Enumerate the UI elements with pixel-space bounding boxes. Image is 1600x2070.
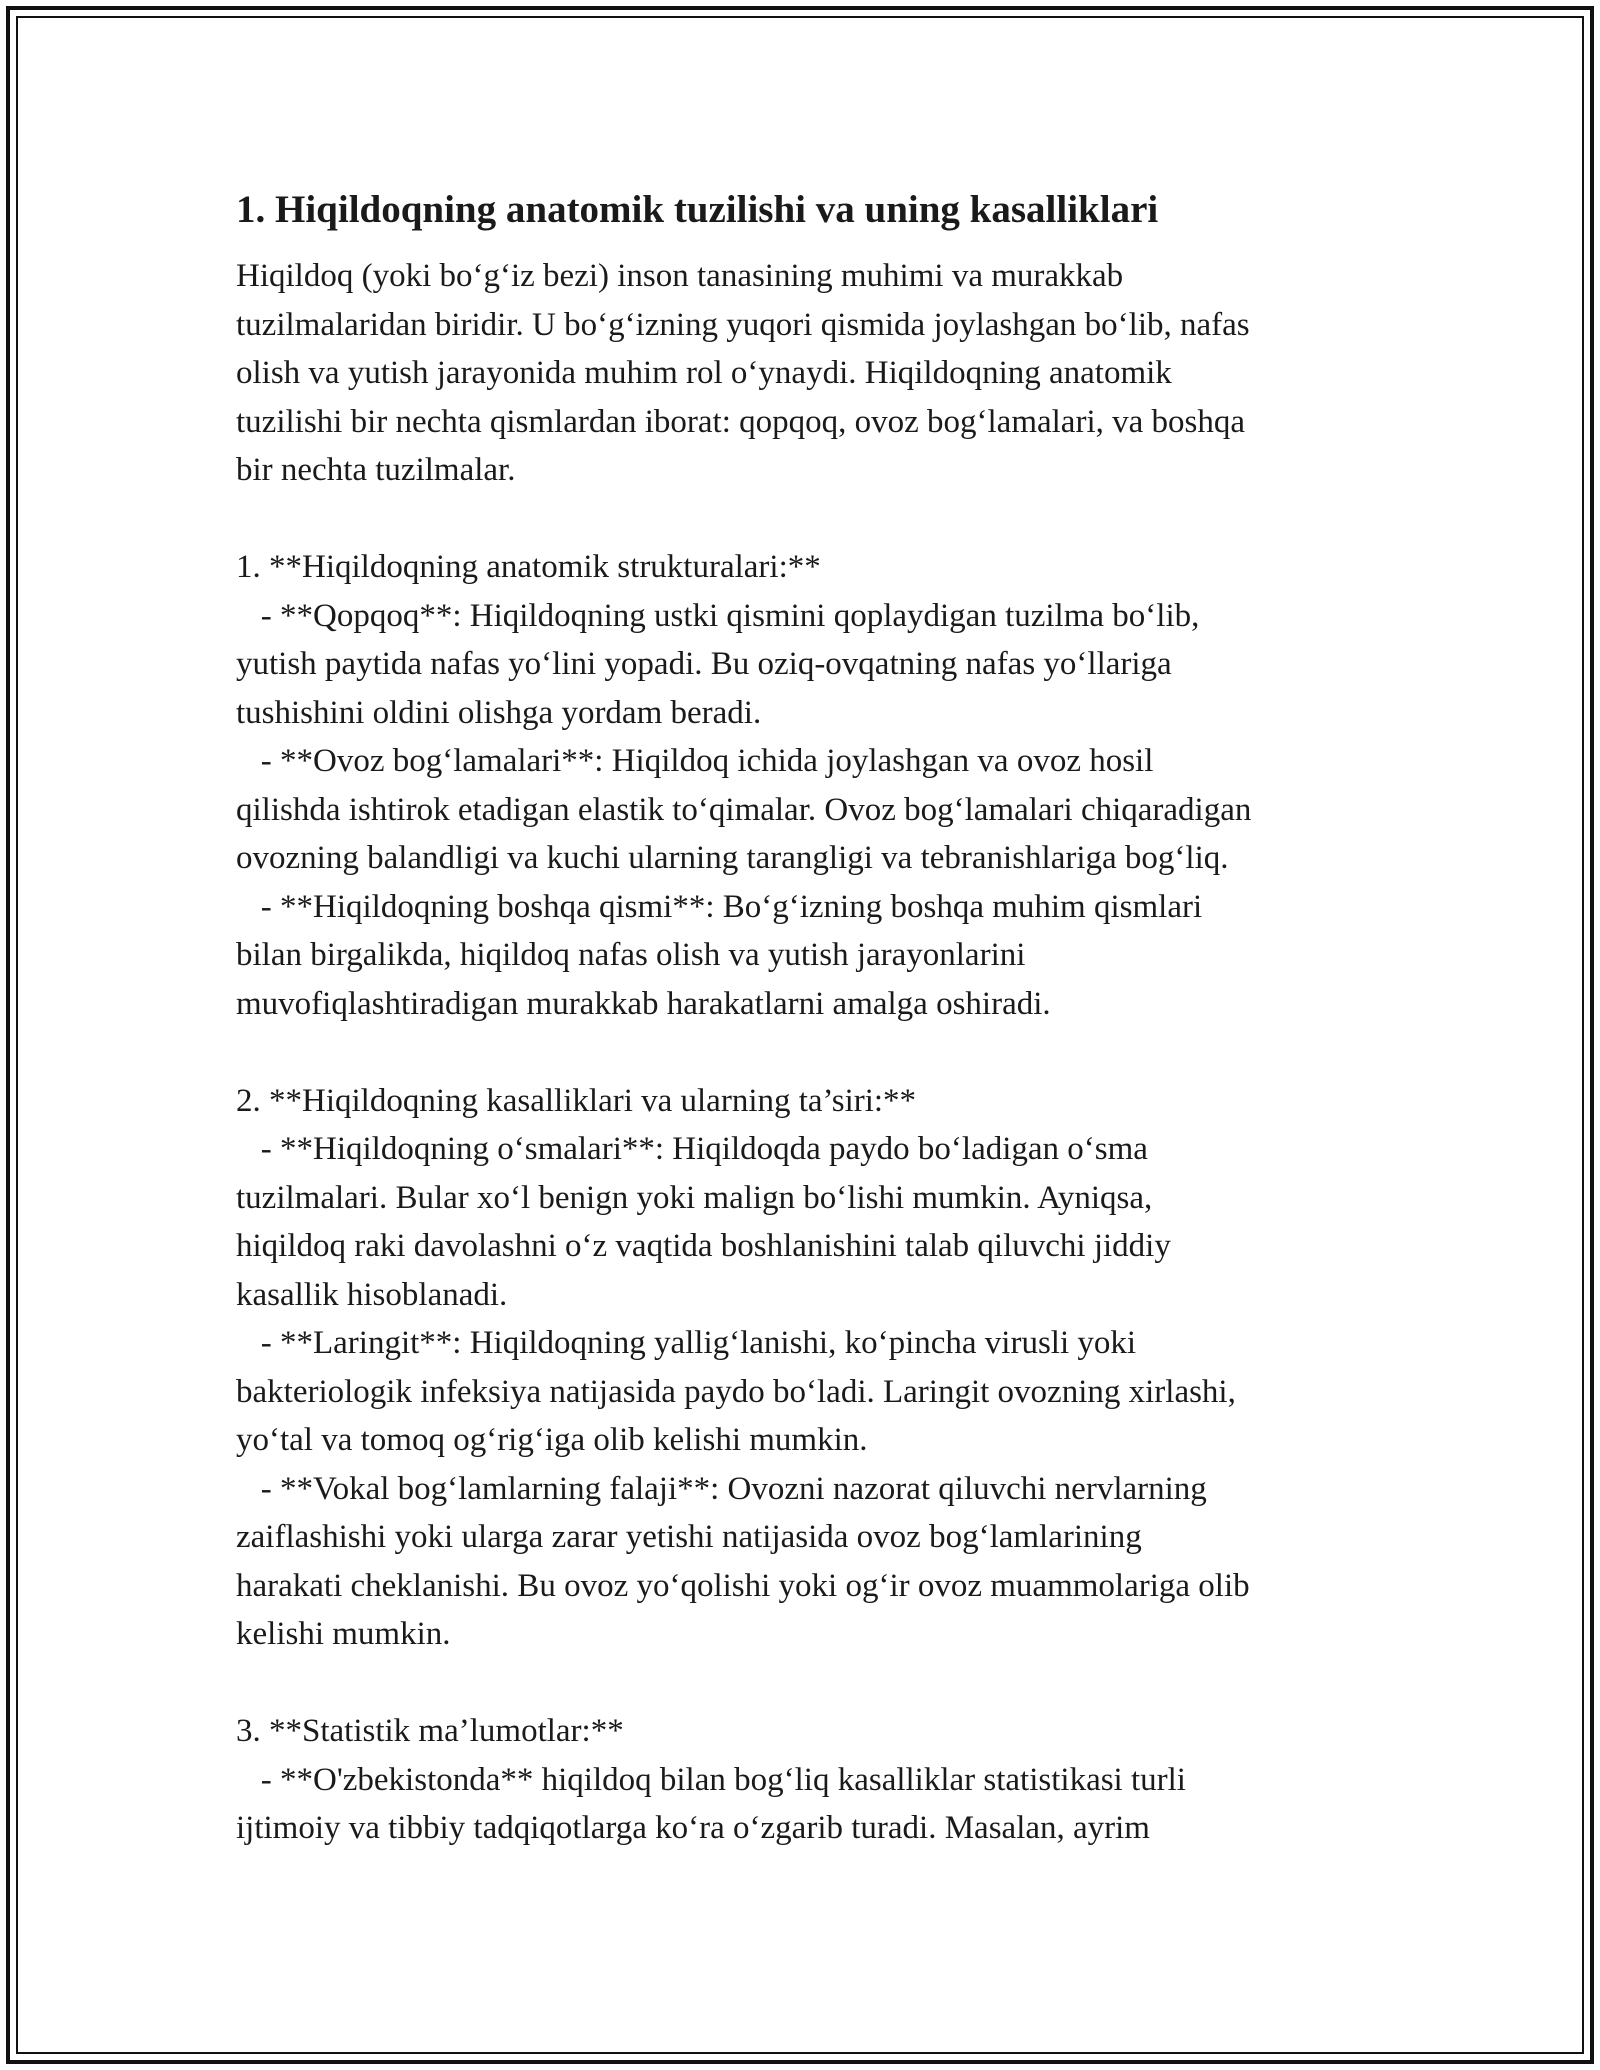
text-line: ijtimoiy va tibbiy tadqiqotlarga ko‘ra o‘zgarib turadi. Masalan, ayrim <box>236 1810 1150 1846</box>
text-line: tuzilishi bir nechta qismlardan iborat: qopqoq, ovoz bog‘lamalari, va boshqa <box>236 403 1245 440</box>
paragraph-spacer <box>236 1659 1366 1708</box>
paragraph-spacer <box>236 495 1366 544</box>
section-anatomical-structures <box>236 543 1366 1028</box>
section-statistics <box>236 1707 1366 1853</box>
section-heading: 3. **Statistik ma’lumotlar:** <box>236 1713 624 1749</box>
text-line: tuzilmalari. Bular xo‘l benign yoki malign bo‘lishi mumkin. Ayniqsa, <box>236 1179 1153 1216</box>
text-line: bilan birgalikda, hiqildoq nafas olish va yutish jarayonlarini <box>236 937 1026 973</box>
text-line: zaiflashishi yoki ularga zarar yetishi natijasida ovoz bog‘lamlarining <box>236 1519 1142 1555</box>
text-line: ovozning balandligi va kuchi ularning tarangligi va tebranishlariga bog‘liq. <box>236 840 1229 876</box>
text-line: - **O'zbekistonda** hiqildoq bilan bog‘liq kasalliklar statistikasi turli <box>236 1761 1186 1798</box>
text-line: harakati cheklanishi. Bu ovoz yo‘qolishi yoki og‘ir ovoz muammolariga olib <box>236 1567 1250 1604</box>
text-line: olish va yutish jarayonida muhim rol o‘ynaydi. Hiqildoqning anatomik <box>236 355 1172 391</box>
text-line: hiqildoq raki davolashni o‘z vaqtida boshlanishini talab qiluvchi jiddiy <box>236 1228 1171 1264</box>
document-title: 1. Hiqildoqning anatomik tuzilishi va uning kasalliklari <box>236 188 1159 231</box>
text-line: tuzilmalaridan biridir. U bo‘g‘izning yuqori qismida joylashgan bo‘lib, nafas <box>236 306 1250 343</box>
text-line: bir nechta tuzilmalar. <box>236 452 516 488</box>
text-line: yutish paytida nafas yo‘lini yopadi. Bu oziq-ovqatning nafas yo‘llariga <box>236 646 1172 682</box>
text-line: - **Ovoz bog‘lamalari**: Hiqildoq ichida joylashgan va ovoz hosil <box>236 743 1154 779</box>
text-line: - **Hiqildoqning boshqa qismi**: Bo‘g‘izning boshqa muhim qismlari <box>236 888 1203 925</box>
section-heading: 1. **Hiqildoqning anatomik strukturalari:** <box>236 549 821 585</box>
text-line: bakteriologik infeksiya natijasida paydo bo‘ladi. Laringit ovozning xirlashi, <box>236 1373 1236 1410</box>
section-diseases <box>236 1077 1366 1659</box>
paragraph-spacer <box>236 1028 1366 1077</box>
intro-paragraph <box>236 252 1366 495</box>
text-line: yo‘tal va tomoq og‘rig‘iga olib kelishi mumkin. <box>236 1422 868 1458</box>
text-line: - **Laringit**: Hiqildoqning yallig‘lanishi, ko‘pincha virusli yoki <box>236 1325 1137 1361</box>
text-line: Hiqildoq (yoki bo‘g‘iz bezi) inson tanasining muhimi va murakkab <box>236 258 1124 294</box>
text-line: qilishda ishtirok etadigan elastik to‘qimalar. Ovoz bog‘lamalari chiqaradigan <box>236 791 1252 828</box>
text-line: - **Vokal bog‘lamlarning falaji**: Ovozni nazorat qiluvchi nervlarning <box>236 1470 1207 1507</box>
document-body <box>236 186 1366 1853</box>
text-line: kelishi mumkin. <box>236 1616 451 1652</box>
text-line: muvofiqlashtiradigan murakkab harakatlarni amalga oshiradi. <box>236 985 1051 1022</box>
text-line: kasallik hisoblanadi. <box>236 1276 508 1313</box>
text-line: - **Hiqildoqning o‘smalari**: Hiqildoqda paydo bo‘ladigan o‘sma <box>236 1131 1148 1167</box>
text-line: - **Qopqoq**: Hiqildoqning ustki qismini qoplaydigan tuzilma bo‘lib, <box>236 597 1200 634</box>
text-line: tushishini oldini olishga yordam beradi. <box>236 694 762 731</box>
section-heading: 2. **Hiqildoqning kasalliklari va ularning ta’siri:** <box>236 1082 917 1119</box>
